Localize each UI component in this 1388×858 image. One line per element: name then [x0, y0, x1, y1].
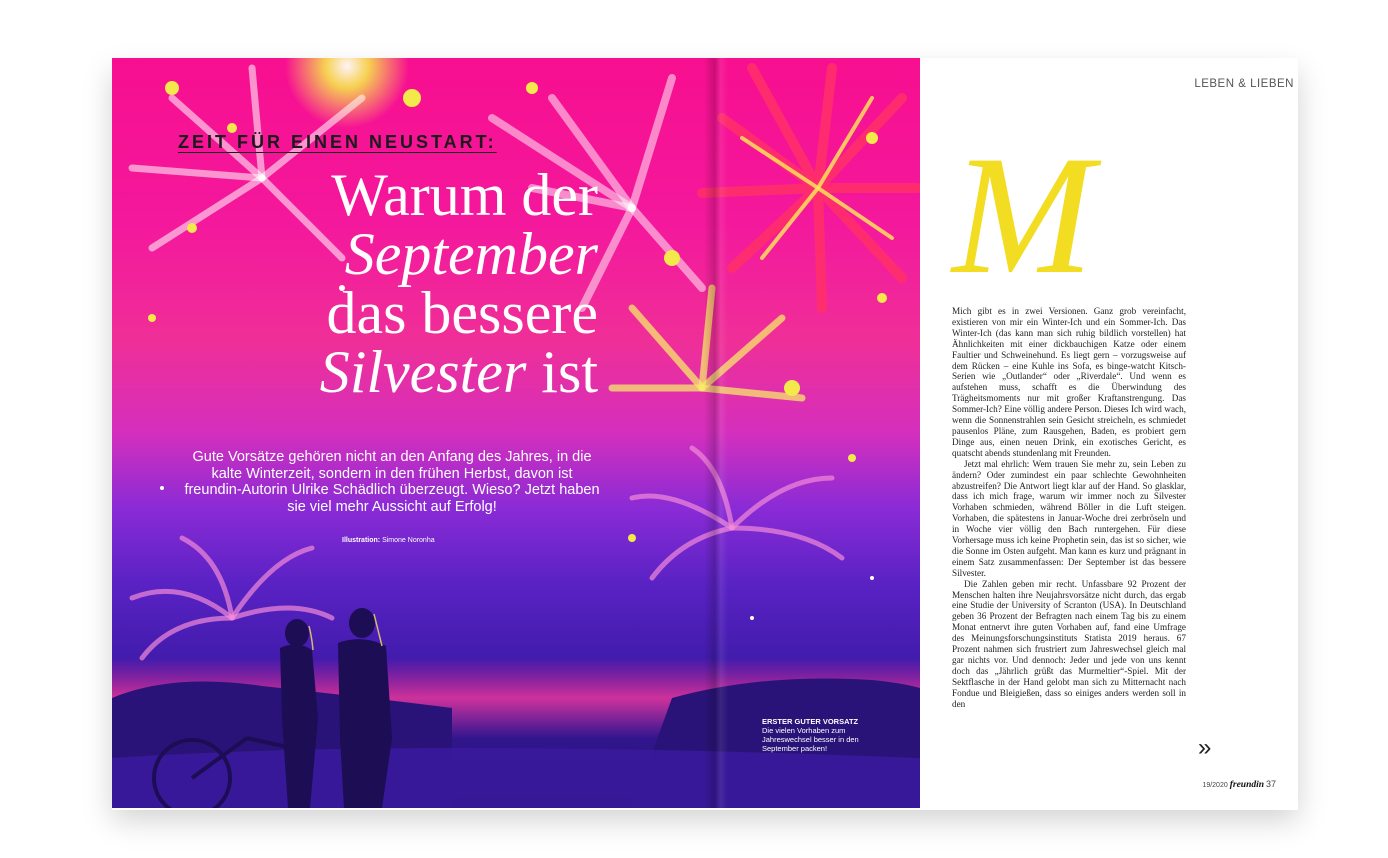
headline: [238, 162, 598, 405]
caption-text: Die vielen Vorhaben zum Jahreswechsel besser in den September packen!: [762, 726, 859, 753]
paragraph: Mich gibt es in zwei Versionen. Ganz grob vereinfacht, existieren von mir ein Winter-Ich und ein Sommer-Ich. Das Winter-Ich (das kann man sich ruhig bildlich vorstellen) hat Ähnlichkeiten mit einer dickbauchigen Katze oder einem Faultier und Schweinehund. Es liegt gern – vorzugsweise auf dem Rücken – eine Kuhle ins Sofa, es binge-watcht Kitsch-Serien wie „Outlander“ oder „Riverdale“. Und wenn es aufstehen muss, schafft es die Überwindung des Trägheitsmoments nur mit großer Kraftanstrengung. Das Sommer-Ich? Eine völlig andere Person. Dieses Ich wird wach, wenn die Sonnenstrahlen sein Gesicht streicheln, es schmiedet pausenlos Pläne, zum Rausgehen, Baden, es probiert gern Dinge aus, einen neuen Drink, ein exotisches Gericht, es quatscht abends stundenlang mit Freunden.: [952, 306, 1186, 458]
kicker: ZEIT FÜR EINEN NEUSTART:: [178, 132, 497, 152]
headline-line-4-italic: Silvester: [319, 339, 527, 405]
headline-line-3: das bessere: [326, 280, 598, 346]
burst-glow: [285, 58, 409, 128]
page-folio: [1202, 779, 1276, 790]
red-burst: [702, 68, 917, 308]
image-caption: [762, 717, 860, 753]
paragraph: Jetzt mal ehrlich: Wem trauen Sie mehr zu, sein Leben zu ändern? Oder zumindest ein paar schlechte Gewohnheiten abzustreifen? Die Antwort liegt klar auf der Hand. So glasklar, dass ich mich frage, warum wir immer noch zu Silvester Vorhaben schmieden, während Böller in die Luft steigen. Vorhaben, die spätestens in Januar-Woche drei zerbröseln und in Woche vier völlig den Bach runtergehen. Für diese Vorhersage muss ich keine Prophetin sein, das ist so sicher, wie die Sonne im Osten aufgeht. Man kann es kurz und prägnant in einem Satz zusammenfassen: Der September ist das bessere Silvester.: [952, 458, 1186, 578]
ground: [112, 748, 920, 808]
headline-line-1: Warum der: [331, 162, 598, 228]
left-page-illustration: [112, 58, 920, 808]
headline-line-4: [238, 339, 598, 405]
article-body: [952, 306, 1186, 710]
headline-line-4-rest: ist: [526, 339, 598, 405]
caption-bold: ERSTER GUTER VORSATZ: [762, 717, 859, 726]
page-number: 37: [1265, 779, 1276, 789]
right-page: [920, 58, 1298, 808]
brand-logo: freundin: [1229, 780, 1265, 790]
headline-line-2: September: [344, 221, 598, 287]
issue-number: 19/2020: [1202, 782, 1228, 789]
page-gutter: [704, 58, 728, 808]
magazine-spread: [112, 58, 1298, 808]
credit-label: Illustration:: [342, 537, 381, 544]
credit-name: Simone Noronha: [382, 537, 435, 544]
continue-arrow-icon: »: [1198, 734, 1212, 761]
intro-text: Gute Vorsätze gehören nicht an den Anfang des Jahres, in die kalte Winterzeit, sondern in den frühen Herbst, davon ist freundin-Autorin Ulrike Schädlich überzeugt. Wieso? Jetzt haben sie viel mehr Aussicht auf Erfolg!: [184, 449, 600, 515]
illustration-credit: [342, 537, 435, 544]
drop-cap: M: [952, 121, 1094, 309]
paragraph: Die Zahlen geben mir recht. Unfassbare 92 Prozent der Menschen halten ihre Neujahrsvorsätze nicht durch, das ergab eine Studie der University of Scranton (USA). In Deutschland geben 36 Prozent der Befragten nach einem Tag bis zu einem Monat entnervt ihre guten Vorhaben auf, fand eine Umfrage des Meinungsforschungsinstituts Statista 2019 heraus. 67 Prozent nahmen sich frustriert zum Jahreswechsel gleich mal gar nichts vor. Und dennoch: Jeder und jede von uns kennt doch das „Jährlich grüßt das Murmeltier“-Spiel. Mit der Sektflasche in der Hand gelobt man sich zu Mitternacht nach Fondue und Bleigießen, dass so einiges anders werden soll in den: [952, 578, 1186, 709]
section-label: LEBEN & LIEBEN: [1194, 78, 1294, 90]
